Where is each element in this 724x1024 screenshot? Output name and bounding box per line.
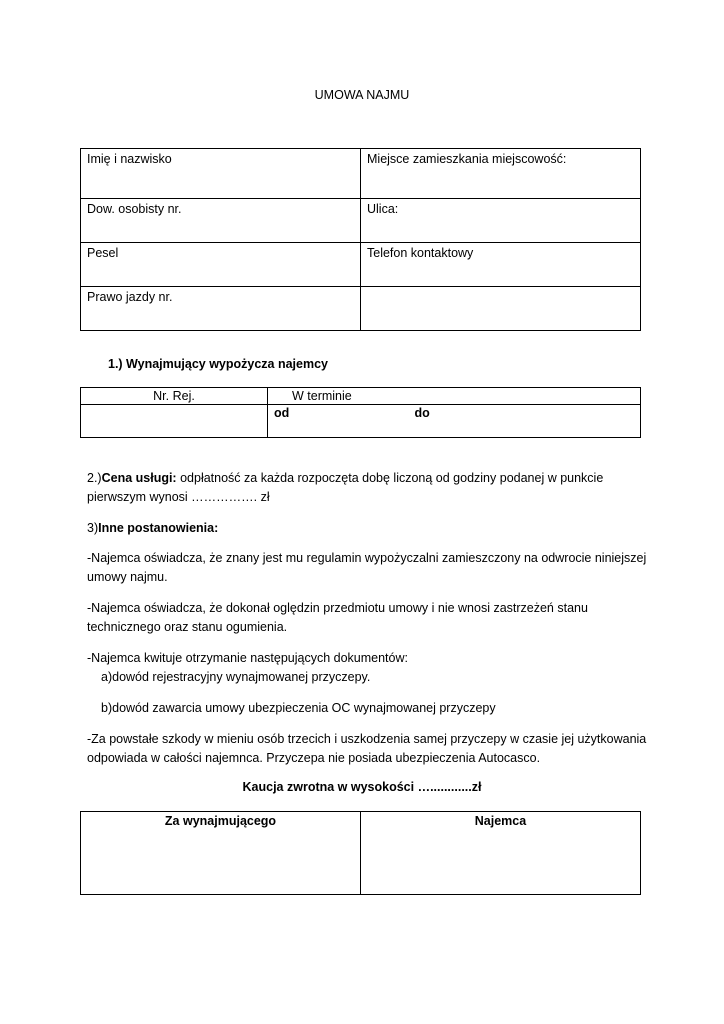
- landlord-signature-cell: Za wynajmującego: [81, 812, 361, 895]
- table-row: [81, 149, 641, 199]
- document-item-b: b)dowód zawarcia umowy ubezpieczenia OC wynajmowanej przyczepy: [101, 701, 496, 715]
- street-cell: Ulica:: [361, 199, 641, 243]
- driving-license-cell: Prawo jazdy nr.: [81, 287, 361, 331]
- empty-cell: [361, 287, 641, 331]
- table-row: [81, 388, 641, 405]
- rental-table: [80, 387, 641, 438]
- signature-table: [80, 811, 641, 895]
- pesel-cell: Pesel: [81, 243, 361, 287]
- damages-paragraph: -Za powstałe szkody w mieniu osób trzecich i uszkodzenia samej przyczepy w czasie jej użytkowania odpowiada w całości najemnca. Przyczepa nie posiada ubezpieczenia Autocasco.: [87, 732, 647, 765]
- regulations-paragraph: -Najemca oświadcza, że znany jest mu regulamin wypożyczalni zamieszczony na odwrocie niniejszej umowy najmu.: [87, 551, 647, 584]
- from-label: od: [274, 406, 290, 420]
- personal-data-table: [80, 148, 641, 331]
- price-label: Cena usługi:: [101, 471, 177, 485]
- reg-number-header: Nr. Rej.: [81, 388, 268, 405]
- deposit-line: Kaucja zwrotna w wysokości …............zł: [242, 780, 482, 794]
- phone-cell: Telefon kontaktowy: [361, 243, 641, 287]
- to-label: do: [414, 406, 430, 420]
- tenant-signature-cell: Najemca: [361, 812, 641, 895]
- residence-cell: Miejsce zamieszkania miejscowość:: [361, 149, 641, 199]
- table-row: [81, 199, 641, 243]
- term-cell: [268, 405, 641, 438]
- table-row: [81, 812, 641, 895]
- id-card-cell: Dow. osobisty nr.: [81, 199, 361, 243]
- inspection-paragraph: -Najemca oświadcza, że dokonał oględzin przedmiotu umowy i nie wnosi zastrzeżeń stanu technicznego oraz stanu ogumienia.: [87, 601, 588, 634]
- section1-heading: 1.) Wynajmujący wypożycza najemcy: [108, 357, 329, 371]
- term-header: W terminie: [268, 388, 641, 405]
- document-title: UMOWA NAJMU: [314, 88, 410, 102]
- table-row: [81, 405, 641, 438]
- table-row: [81, 287, 641, 331]
- name-cell: Imię i nazwisko: [81, 149, 361, 199]
- other-provisions-heading: 3)Inne postanowienia:: [87, 521, 219, 535]
- documents-paragraph: -Najemca kwituje otrzymanie następujących dokumentów:: [87, 651, 408, 665]
- reg-number-cell: [81, 405, 268, 438]
- price-paragraph: 2.)Cena usługi: odpłatność za każda rozpoczęta dobę liczoną od godziny podanej w punkcie pierwszym wynosi ……………. zł: [87, 471, 604, 504]
- document-item-a: a)dowód rejestracyjny wynajmowanej przyczepy.: [101, 670, 371, 684]
- table-row: [81, 243, 641, 287]
